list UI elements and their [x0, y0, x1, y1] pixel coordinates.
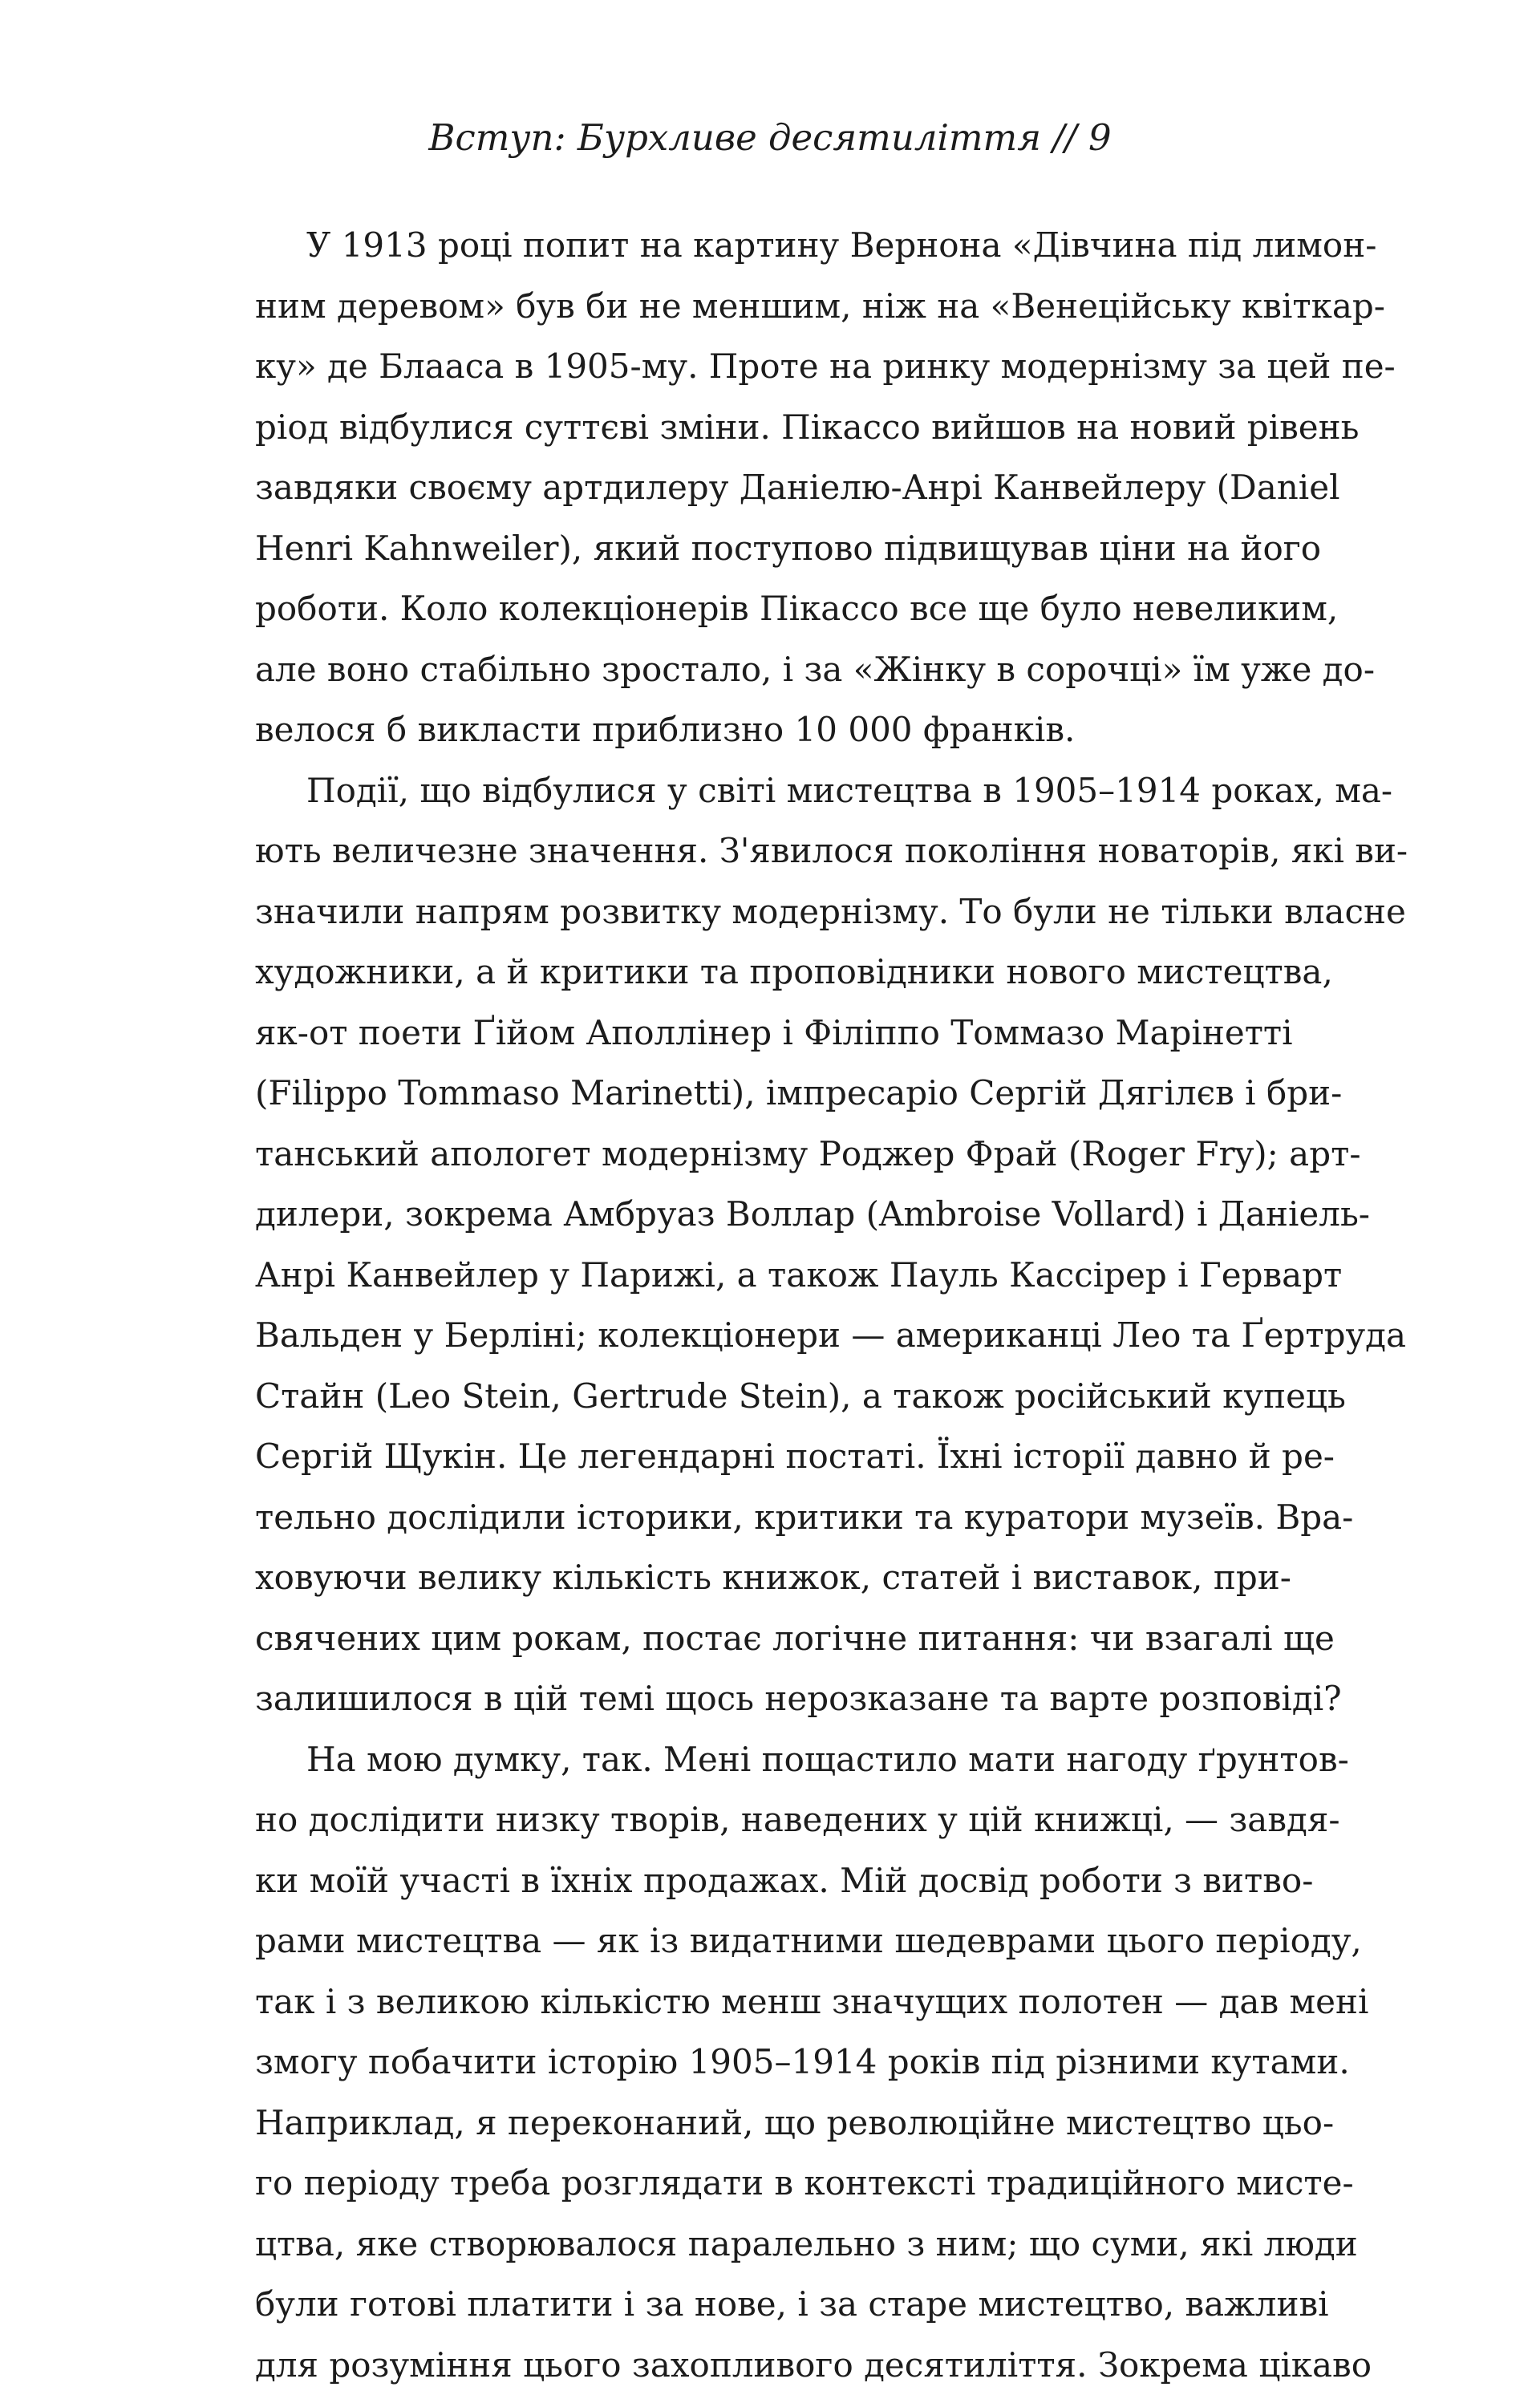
text-line: свячених цим рокам, постає логічне питання: чи взагалі ще — [255, 1608, 1285, 1669]
text-line: Henri Kahnweiler), який поступово підвищував ціни на його — [255, 518, 1285, 579]
text-line: як-от поети Ґійом Аполлінер і Філіппо Томмазо Марінетті — [255, 1003, 1285, 1064]
text-line: для розуміння цього захопливого десятиліття. Зокрема цікаво — [255, 2335, 1285, 2395]
text-line: Анрі Канвейлер у Парижі, а також Пауль Кассірер і Герварт — [255, 1245, 1285, 1306]
text-line: завдяки своєму артдилеру Даніелю-Анрі Канвейлеру (Daniel — [255, 457, 1285, 518]
text-line: рами мистецтва — як із видатними шедеврами цього періоду, — [255, 1911, 1285, 1972]
text-line: го періоду треба розглядати в контексті традиційного мисте- — [255, 2153, 1285, 2214]
text-line: но дослідити низку творів, наведених у цій книжці, — завдя- — [255, 1789, 1285, 1850]
paragraph-1 — [255, 215, 1285, 760]
text-line: (Filippo Tommaso Marinetti), імпресаріо Сергій Дягілєв і бри- — [255, 1063, 1285, 1124]
text-line: роботи. Коло колекціонерів Пікассо все ще було невеликим, — [255, 578, 1285, 639]
running-header: Вступ: Бурхливе десятиліття // 9 — [0, 114, 1540, 162]
text-line: Вальден у Берліні; колекціонери — американці Лео та Ґертруда — [255, 1305, 1285, 1366]
text-line: У 1913 році попит на картину Вернона «Дівчина під лимон- — [255, 215, 1285, 276]
text-line: так і з великою кількістю менш значущих полотен — дав мені — [255, 1972, 1285, 2032]
paragraph-3 — [255, 1729, 1285, 2395]
text-line: ки моїй участі в їхніх продажах. Мій досвід роботи з витво- — [255, 1850, 1285, 1911]
text-line: ріод відбулися суттєві зміни. Пікассо вийшов на новий рівень — [255, 397, 1285, 458]
text-line: Події, що відбулися у світі мистецтва в 1905–1914 роках, ма- — [255, 760, 1285, 821]
text-line: залишилося в цій темі щось нерозказане та варте розповіді? — [255, 1668, 1285, 1729]
text-line: ним деревом» був би не меншим, ніж на «Венеційську квіткар- — [255, 276, 1285, 337]
text-line: ховуючи велику кількість книжок, статей і виставок, при- — [255, 1547, 1285, 1608]
text-line: але воно стабільно зростало, і за «Жінку в сорочці» їм уже до- — [255, 639, 1285, 700]
text-line: ку» де Блааса в 1905-му. Проте на ринку модернізму за цей пе- — [255, 336, 1285, 397]
text-line: змогу побачити історію 1905–1914 років під різними кутами. — [255, 2032, 1285, 2093]
text-line: значили напрям розвитку модернізму. То були не тільки власне — [255, 881, 1285, 942]
paragraph-2 — [255, 760, 1285, 1729]
text-line: були готові платити і за нове, і за старе мистецтво, важливі — [255, 2274, 1285, 2335]
text-line: танський апологет модернізму Роджер Фрай (Roger Fry); арт- — [255, 1124, 1285, 1185]
text-line: Стайн (Leo Stein, Gertrude Stein), а також російський купець — [255, 1366, 1285, 1427]
text-line: дилери, зокрема Амбруаз Воллар (Ambroise Vollard) і Даніель- — [255, 1184, 1285, 1245]
body-text — [255, 215, 1285, 2395]
text-line: Наприклад, я переконаний, що революційне мистецтво цьо- — [255, 2093, 1285, 2154]
text-line: художники, а й критики та проповідники нового мистецтва, — [255, 942, 1285, 1003]
text-line: цтва, яке створювалося паралельно з ним; що суми, які люди — [255, 2214, 1285, 2275]
text-line: тельно дослідили історики, критики та куратори музеїв. Вра- — [255, 1487, 1285, 1548]
text-line: велося б викласти приблизно 10 000 франків. — [255, 699, 1285, 760]
text-line: На мою думку, так. Мені пощастило мати нагоду ґрунтов- — [255, 1729, 1285, 1790]
text-line: Сергій Щукін. Це легендарні постаті. Їхні історії давно й ре- — [255, 1426, 1285, 1487]
text-line: ють величезне значення. З'явилося покоління новаторів, які ви- — [255, 821, 1285, 881]
